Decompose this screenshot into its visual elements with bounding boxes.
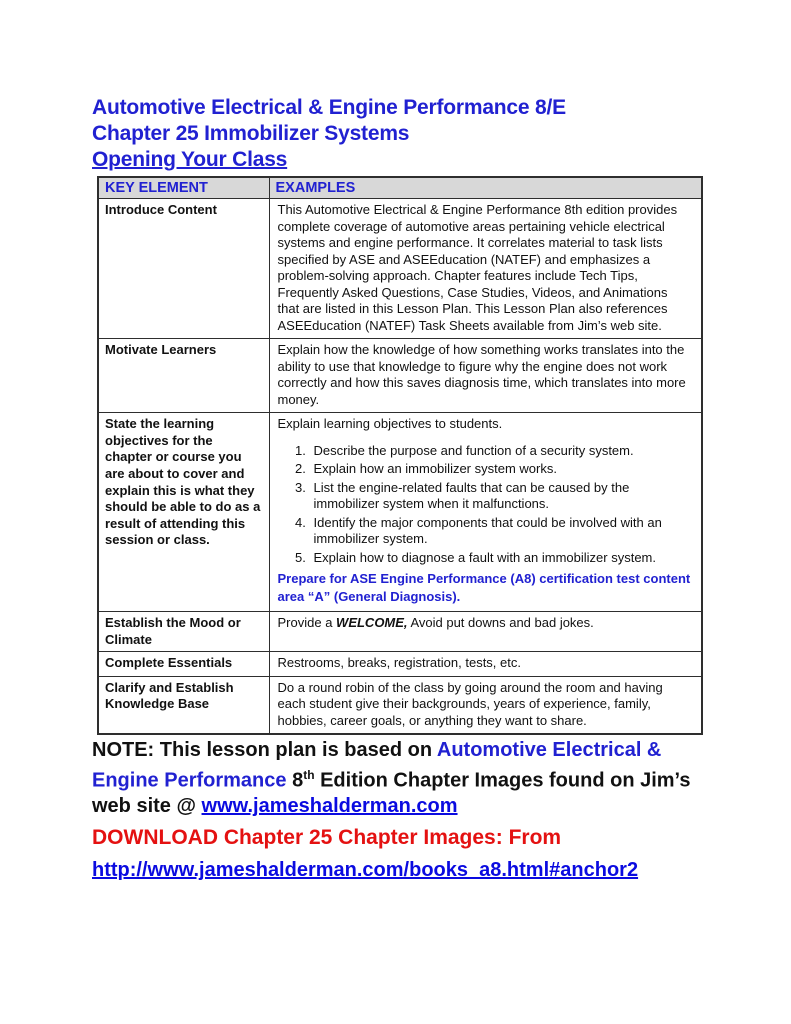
download-link-paragraph (92, 858, 714, 883)
objective-item: 4. Identify the major components that could be involved with an immobilizer system. (310, 515, 692, 548)
key-cell: Clarify and Establish Knowledge Base (98, 676, 269, 734)
example-cell: Do a round robin of the class by going around the room and having each student give their backgrounds, years of experience, family, hobbies, career goals, or anything they want to share. (269, 676, 702, 734)
objective-item: 1. Describe the purpose and function of a security system. (310, 443, 692, 460)
note-book-title: Automotive Electrical & Engine Performance (92, 739, 662, 792)
table-row (98, 199, 702, 339)
note-prefix: NOTE: This lesson plan is based on (92, 739, 437, 762)
column-header-key-element: KEY ELEMENT (98, 177, 269, 199)
ase-certification-note: Prepare for ASE Engine Performance (A8) certification test content area “A” (General Diagnosis). (277, 571, 691, 604)
footer-note-block (92, 738, 714, 883)
example-cell (269, 612, 702, 652)
table-row (98, 676, 702, 734)
key-cell: State the learning objectives for the chapter or course you are about to cover and explain this is what they should be able to do as a result of attending this session or class. (98, 413, 269, 612)
page-title-line1: Automotive Electrical & Engine Performance 8/E (92, 96, 566, 119)
page-title-line3: Opening Your Class (92, 148, 288, 171)
download-heading: DOWNLOAD Chapter 25 Chapter Images: From (92, 826, 562, 849)
objective-item: 2. Explain how an immobilizer system works. (310, 461, 692, 478)
welcome-suffix: Avoid put downs and bad jokes. (407, 615, 594, 631)
table-row (98, 413, 702, 612)
note-mid: 8 (286, 770, 304, 792)
key-cell: Introduce Content (98, 199, 269, 339)
page-title-line2: Chapter 25 Immobilizer Systems (92, 122, 410, 145)
jim-site-link[interactable]: www.jameshalderman.com (201, 795, 458, 817)
note-rest: Edition Chapter Images found on Jim’s web site @ (92, 770, 691, 817)
example-cell (269, 413, 702, 612)
objectives-intro: Explain learning objectives to students. (277, 416, 503, 431)
table-row (98, 612, 702, 652)
example-cell: Restrooms, breaks, registration, tests, etc. (269, 652, 702, 677)
note-paragraph (92, 738, 714, 819)
lesson-plan-table (97, 176, 703, 735)
example-cell: This Automotive Electrical & Engine Performance 8th edition provides complete coverage of automotive areas pertaining vehicle electrical systems and engine performance. It correlates material to task lists specified by ASE and ASEEducation (NATEF) and emphasizes a problem-solving approach. Chapter features include Tech Tips, Frequently Asked Questions, Case Studies, Videos, and Animations that are listed in this Lesson Plan. This Lesson Plan also references ASEEducation (NATEF) Task Sheets available from Jim’s web site. (269, 199, 702, 339)
objectives-list (278, 443, 692, 567)
key-cell: Complete Essentials (98, 652, 269, 677)
objective-item: 5. Explain how to diagnose a fault with an immobilizer system. (310, 550, 692, 567)
example-cell: Explain how the knowledge of how something works translates into the ability to use that knowledge to figure why the engine does not work correctly and how this saves diagnosis time, which translates into more money. (269, 339, 702, 413)
key-cell: Establish the Mood or Climate (98, 612, 269, 652)
welcome-prefix: Provide a (277, 615, 337, 631)
page-title (92, 95, 707, 173)
welcome-word: WELCOME, (336, 615, 408, 631)
column-header-examples: EXAMPLES (269, 177, 702, 199)
table-row (98, 339, 702, 413)
table-header-row (98, 177, 702, 199)
key-cell: Motivate Learners (98, 339, 269, 413)
objective-item: 3. List the engine-related faults that can be caused by the immobilizer system when it malfunctions. (310, 480, 692, 513)
table-row (98, 652, 702, 677)
note-superscript: th (303, 768, 315, 783)
download-link[interactable]: http://www.jameshalderman.com/books_a8.html#anchor2 (92, 859, 639, 881)
